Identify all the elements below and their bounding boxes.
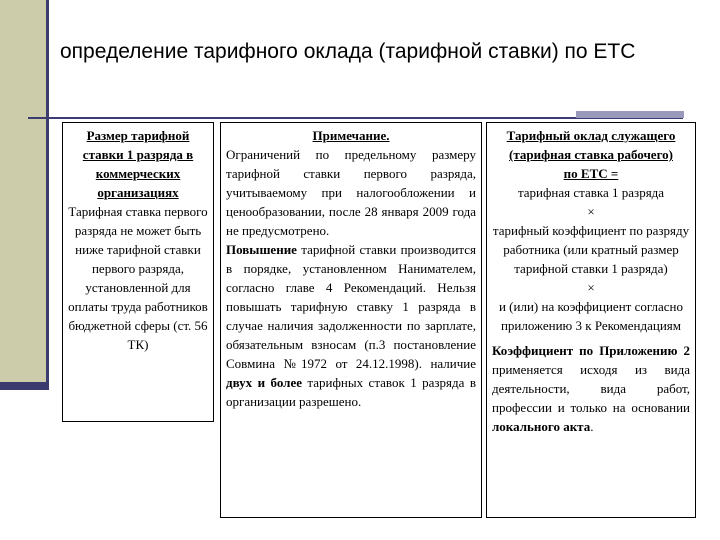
column-formula-header1: Тарифный оклад служащего	[506, 128, 676, 143]
page-title: определение тарифного оклада (тарифной ставки) по ЕТС	[60, 40, 636, 63]
column-formula-note-bold2: локального акта	[492, 419, 591, 434]
column-formula-note	[492, 341, 690, 436]
column-formula-line2: тарифный коэффициент по разряду работника (или кратный размер тарифной ставки 1 разряда)	[492, 223, 690, 276]
column-formula-header2: (тарифная ставка рабочего)	[509, 147, 673, 162]
column-note-p2-text: тарифной ставки производится в порядке, установленном Нанимателем, согласно главе 4 Рекомендаций. Нельзя повышать тарифную ставку 1 разряда в случае наличия задолженности по зарплате, обязательным взносам (п.3 постановление Совмина №1972 от 24.12.1998). наличие	[226, 242, 476, 371]
column-base-rate-header: Размер тарифной ставки 1 разряда в коммерческих организациях	[82, 128, 194, 200]
column-note-p1: Ограничений по предельному размеру тарифной ставки первого разряда, учитываемому при налогообложении и ценообразовании, после 28 января 2009 года не предусмотрено.	[226, 147, 476, 238]
column-note-p2	[226, 240, 476, 411]
column-note-p2-bold2: двух и более	[226, 375, 302, 390]
column-note-p2-bold: Повышение	[226, 242, 297, 257]
column-formula-line1: тарифная ставка 1 разряда	[517, 185, 665, 200]
multiply-sign-1: ×	[587, 204, 595, 219]
side-rule	[46, 0, 49, 390]
column-note	[220, 122, 482, 518]
side-rule-bottom	[0, 382, 46, 390]
column-base-rate-body: Тарифная ставка первого разряда не может быть ниже тарифной ставки первого разряда, установленной для оплаты труда работников бюджетной сферы (ст. 56 ТК)	[68, 204, 208, 352]
column-note-header: Примечание.	[312, 128, 390, 143]
column-formula-note-text: применяется исходя из вида деятельности, вида работ, профессии и только на основании	[492, 362, 690, 415]
column-formula	[486, 122, 696, 518]
column-formula-note-bold1: Коэффициент по Приложению 2	[492, 343, 690, 358]
column-note-p2-end: тарифных ставок 1 разряда в организации разрешено.	[226, 375, 476, 409]
multiply-sign-2: ×	[587, 280, 595, 295]
column-formula-line3: и (или) на коэффициент согласно приложению 3 к Рекомендациям	[498, 299, 684, 333]
side-decoration	[0, 0, 46, 390]
title-rule-accent	[576, 111, 684, 118]
column-base-rate	[62, 122, 214, 422]
column-formula-note-end: .	[590, 419, 594, 434]
column-formula-header3: по ЕТС =	[563, 166, 619, 181]
